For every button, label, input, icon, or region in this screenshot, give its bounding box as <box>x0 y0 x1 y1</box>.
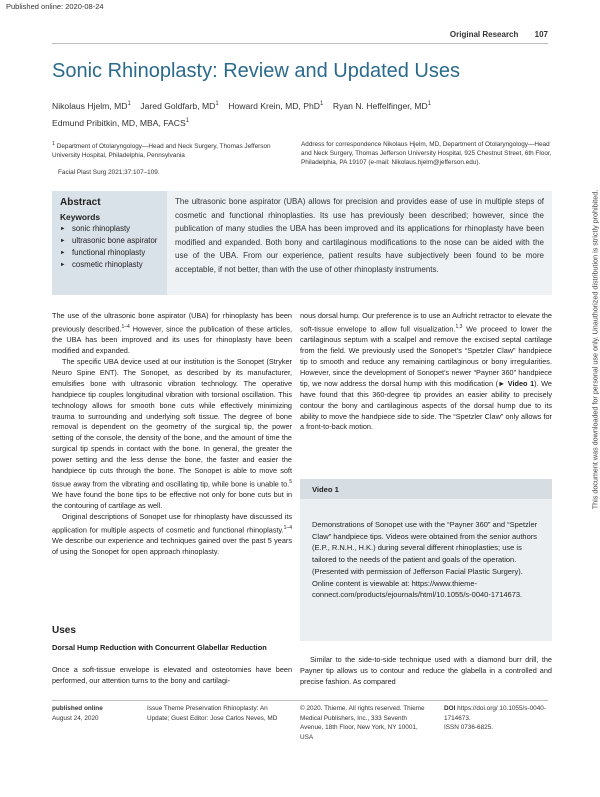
download-notice <box>590 140 600 560</box>
body-left-continued: Once a soft-tissue envelope is elevated and osteotomies have been performed, our attention turns to the bony and cartilagi- <box>52 665 292 685</box>
footer-divider <box>52 700 548 701</box>
affiliation: $^1$ Department of Otolaryngology—Head and Neck Surgery, Thomas Jefferson University Hospital, Philadelphia, Pennsylvania <box>52 141 271 160</box>
footer-published: published online August 24, 2020 <box>52 705 103 722</box>
author: Nikolaus Hjelm, $MD^1$ <box>52 100 131 111</box>
section-heading-uses: Uses <box>52 625 76 636</box>
running-head <box>450 30 548 39</box>
abstract-text: The ultrasonic bone aspirator (UBA) allows for precision and provides ease of use in multiple steps of cosmetic and functional rhinoplasties. Its use has previously been described; however, since the publication of many studies the UBA has been improved and its applications for rhinoplasty have been modified and expanded. Both bony and cartilaginous modifications to the nose can be aided with the use of the UBA. From our experience, patient results have subjectively been found to be more acceptable, if not better, than with the use of other rhinoplasty instruments. <box>167 191 552 295</box>
footer-issue: Issue Theme Preservation Rhinoplasty: An Update; Guest Editor: Jose Carlos Neves, MD <box>147 705 278 722</box>
doi-link[interactable]: https://doi.org/ 10.1055/s-0040-1714673. <box>444 705 546 722</box>
header-divider <box>52 43 548 44</box>
published-online-banner: Published online: 2020-08-24 <box>6 2 104 11</box>
keyword: ► ultrasonic bone aspirator <box>60 235 159 247</box>
keywords-heading: Keywords <box>60 212 101 222</box>
paragraph: The specific UBA device used at our institution is the Sonopet (Stryker Neuro Spine ENT). The Sonopet, as described by its manufacturer, emulsifies bone with ultrasonic vibration technology. The operative handpiece tip couples longitudinal vibration with torsional oscillation. This technology allows for smooth bone cuts while effectively minimizing trauma to surrounding and underlying soft tissue. The degree of bone removal is dependent on the geometry of the surgical tip, the power setting of the console, the density of the bone, and the amount of time the surgical tip spends in contact with the bone. In general, the greater the power setting and the less dense the bone, the faster and easier the handpiece tip cuts through the bone. The Sonopet is able to move soft tissue away from the vibrating and oscillating tip, while bone is unable to.$^5$ We have found the bone tips to be effective not only for bone cuts but in the contouring of cartilage as well. <box>52 357 292 511</box>
author: Edmund Pribitkin, MD, MBA, FACS$^1$ <box>52 117 190 128</box>
keyword: ► cosmetic rhinoplasty <box>60 259 159 271</box>
correspondence: Address for correspondence Nikolaus Hjelm, MD, Department of Otolaryngology—Head and Neck Surgery, Thomas Jefferson University Hospital, 925 Chestnut Street, 6th Floor, Philadelphia, PA 19107 (e-mail: Nikolaus.hjelm@jefferson.edu). <box>301 141 552 166</box>
video-heading: Video 1 <box>300 479 552 499</box>
paragraph: The use of the ultrasonic bone aspirator (UBA) for rhinoplasty has been previously described.$^{1-4}$ However, since the publication of these articles, the UBA has been improved and its uses for rhinoplasty have been modified and expanded. <box>52 311 293 356</box>
author: Jared Goldfarb, $MD^1$ <box>140 100 219 111</box>
abstract-heading: Abstract <box>60 197 101 208</box>
video-1-link[interactable]: ► Video 1 <box>498 378 535 388</box>
citation: Facial Plast Surg 2021;37:107–109. <box>58 169 160 176</box>
body-right-column <box>300 311 552 433</box>
body-left-column <box>52 311 292 558</box>
author-list <box>52 97 552 131</box>
paragraph: Original descriptions of Sonopet use for rhinoplasty have discussed its application for multiple aspects of cosmetic and functional rhinoplasty.$^{1-4}$ We describe our experience and techniques gained over the past 5 years of using the Sonopet for open approach rhinoplasty. <box>52 512 292 557</box>
footer-doi: DOI https://doi.org/ 10.1055/s-0040-1714673. ISSN 0736-6825. <box>444 705 546 731</box>
video-caption: Demonstrations of Sonopet use with the “Payner 360” and “Spetzler Claw” handpiece tips. Videos were obtained from the senior authors (E.P., R.N.H., H.K.) during several different rhinoplasties; use is tailored to the needs of the patient and goals of the operation. (Presented with permission of Jefferson Facial Plastic Surgery). Online content is viewable at: https://www.thieme-connect.com/products/ejournals/html/10.1055/s-0040-1714673. <box>312 520 538 600</box>
download-notice-text: This document was downloaded for personal use only. Unauthorized distribution is strictly prohibited. <box>590 189 600 510</box>
keyword: ► sonic rhinoplasty <box>60 223 159 235</box>
footer-copyright: © 2020. Thieme. All rights reserved. Thieme Medical Publishers, Inc., 333 Seventh Avenue, 18th Floor, New York, NY 10001, USA <box>300 705 425 741</box>
subsection-heading: Dorsal Hump Reduction with Concurrent Glabellar Reduction <box>52 643 267 652</box>
video-box <box>300 479 552 641</box>
section-label: Original Research <box>449 30 519 39</box>
body-right-continued: Similar to the side-to-side technique used with a diamond burr drill, the Payner tip allows us to contour and reduce the glabella in a controlled and precise fashion. As compared <box>300 655 552 686</box>
keyword-list <box>60 223 159 271</box>
paragraph: nous dorsal hump. Our preference is to use an Aufricht retractor to elevate the soft-tissue envelope to allow full visualization.$^{1,3}$ We proceed to lower the cartilaginous septum with a scalpel and remove the excised septal cartilage from the field. We previously used the Sonopet’s “Spetzler Claw” handpiece tip to smooth and reduce any remaining cartilaginous or bony irregularities. However, since the development of Sonopet’s newer “Payner 360” handpiece tip, we now address the dorsal hump with this modification (► Video 1). We have found that this 360-degree tip provides an easier ability to precisely contour the bony and cartilaginous aspects of the dorsal hump due to its ability to move the handpiece side to side. The “Spetzler Claw” only allows for a front-to-back motion. <box>300 311 552 432</box>
page-number: 107 <box>534 30 548 39</box>
abstract-sidebar <box>52 191 167 295</box>
article-title: Sonic Rhinoplasty: Review and Updated Uses <box>52 60 460 82</box>
keyword: ► functional rhinoplasty <box>60 247 159 259</box>
author: Ryan N. Heffelfinger, $MD^1$ <box>332 100 432 111</box>
author: Howard Krein, MD, PhD$^1$ <box>228 100 324 111</box>
